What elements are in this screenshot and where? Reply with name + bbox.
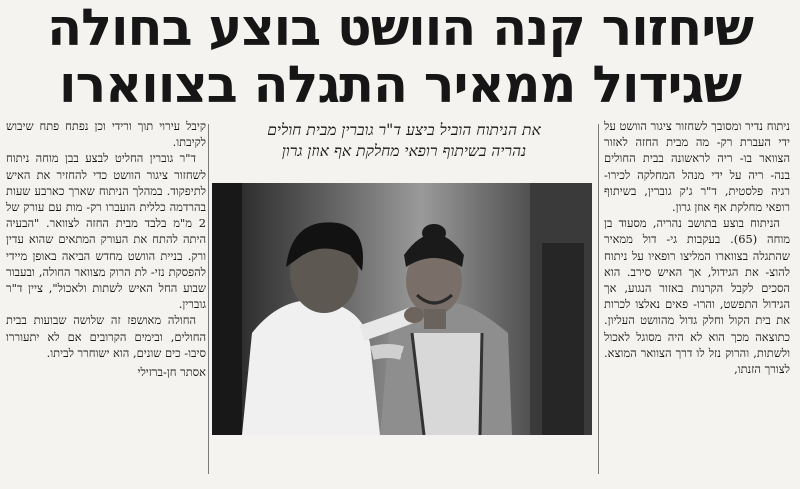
article-left-column xyxy=(6,118,206,380)
subheadline-line-1: את הניתוח הוביל ביצע ד"ר גוברין מבית חולים xyxy=(267,121,541,139)
article-paragraph: ניתוח נדיר ומסובך לשחזור ציגור הוושט על ידי העברת רק- מה מבית החזה לאזור הצוואר בו- ריה לראשונה בבית החולים בנה- ריה על ידי מנהל המחלקה לכירו- רגיה פלסטית, ד"ר ג'ק גוברין, בשיתוף רופאי מחלקת אף אוזן גרון. xyxy=(604,119,790,215)
headline-line-1: שיחזור קנה הוושט בוצע בחולה xyxy=(47,0,753,58)
article-paragraph: החולה מאושפז זה שלושה שבועות בבית החולים, ובימים הקרובים אם לא יתעוררו סיבו- כים שונים, הוא ישוחרר לביתו. xyxy=(6,313,206,360)
column-divider-left xyxy=(208,124,209,474)
subheadline-line-2: נהריה בשיתוף רופאי מחלקת אף אוזן גרון xyxy=(281,142,527,160)
headline-line-2: שגידול ממאיר התגלה בצווארו xyxy=(58,56,742,115)
article-paragraph: הניתוח בוצע בתושב נהריה, מסעוד בן מוחה (65). בעקבות גי- דול ממאיר שהתגלה בצווארו המליצו רופאיו על ניתוח להוצ- את הגידול, אך האיש סירב. הוא הסכים לקבל הקרנות באזור הנגוע, אך הגידול התפשט, והרו- פאים נאלצו לכרות את בית הקול וחלק גדול מהוושט העליון. כתוצאה מכך הוא לא היה מסוגל לאכול ולשתות, והרוק נזל לו דרך הצוואר המוצא. לצורך הזנתו, xyxy=(604,216,791,377)
article-right-column xyxy=(604,118,790,377)
article-paragraph: ד"ר גוברין החליט לבצע בבן מוחה ניתוח לשחזור ציגור הוושט כדי להחזיר את האיש לתיפקוד. במהלך הניתוח שארך כארבע שעות בהרדמה כללית הועברו רק- מות עם עורק של 2 מ"מ בלבד מבית החזה לצוואר. "הבעיה היתה להתח את העורק המתאים שהוא עדין ורק. בניית הוושט מחדש הביאה באופן מיידי להפסקת נזי- לת הרוק מצוואר החולה, ובעבור שבוע החל האיש לשתות ולאכול", ציין ד"ר גוברין. xyxy=(6,151,206,312)
byline: אסתר חן-ברזילי xyxy=(137,365,206,380)
article-paragraph: קיבל עירוי תוך ורידי וכן נפתח פתח שיבוש לקיבתו. xyxy=(6,119,206,150)
subheadline xyxy=(212,120,596,162)
news-photo-image xyxy=(212,183,592,435)
news-photo xyxy=(212,183,592,435)
column-divider-right xyxy=(598,124,599,474)
